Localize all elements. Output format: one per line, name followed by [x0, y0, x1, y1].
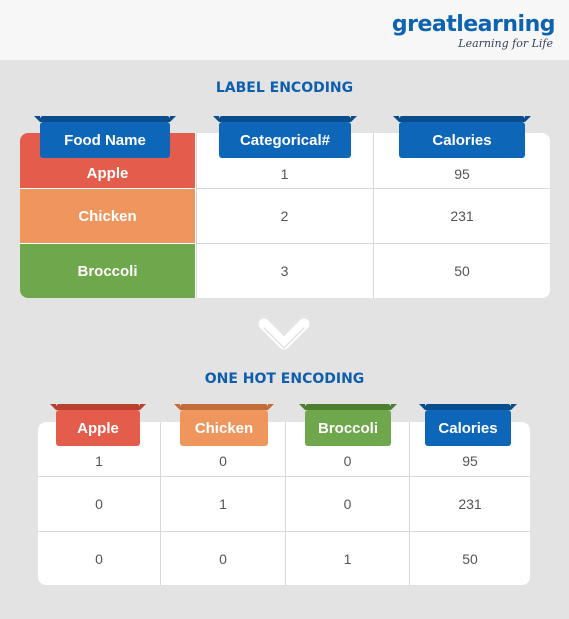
label-row-code: 3 [280, 263, 289, 279]
one-hot-cell: 1 [219, 496, 227, 512]
one-hot-cell: 0 [343, 453, 352, 469]
one-hot-encoding-title: ONE HOT ENCODING [204, 371, 365, 387]
one-hot-cell: 1 [343, 550, 352, 567]
one-hot-cell: 0 [95, 496, 103, 512]
label-row-food-chicken: Chicken [20, 189, 195, 243]
header-tab-broccoli [305, 410, 391, 446]
one-hot-cell: 0 [219, 550, 227, 567]
label-encoding-title: LABEL ENCODING [215, 80, 354, 96]
label-row-code: 2 [280, 208, 289, 224]
brand-tagline: Learning for Life [458, 37, 553, 50]
header-tab-label: Chicken [194, 419, 254, 437]
chevron-down-icon [256, 318, 312, 354]
one-hot-cell: 0 [343, 496, 352, 512]
label-row-calories: 50 [454, 263, 470, 279]
brand-name: greatlearning [391, 12, 555, 37]
header-tab-label: Apple [77, 419, 119, 437]
label-row-calories: 95 [454, 165, 470, 182]
one-hot-cell: 95 [462, 453, 478, 469]
header-tab-food-name [40, 122, 170, 158]
one-hot-encoding-table [38, 419, 530, 585]
header-tab-label: Calories [432, 131, 492, 149]
header-tab-label: Food Name [64, 131, 146, 149]
one-hot-cell: 50 [462, 550, 478, 567]
one-hot-cell: 1 [95, 453, 103, 469]
header-tab-calories [399, 122, 525, 158]
label-row-food-broccoli: Broccoli [20, 244, 195, 298]
header-tab-label: Calories [438, 419, 498, 437]
one-hot-cell: 231 [458, 496, 482, 512]
header-tab-calories [425, 410, 511, 446]
label-row-code: 1 [280, 165, 289, 182]
brand-logo[interactable] [392, 12, 555, 50]
label-row-food-apple: Apple [20, 133, 195, 188]
one-hot-cell: 0 [219, 453, 227, 469]
header-tab-label: Broccoli [317, 419, 378, 437]
header-tab-label: Categorical# [239, 131, 331, 149]
header-tab-apple [56, 410, 140, 446]
one-hot-cell: 0 [95, 550, 103, 567]
label-row-calories: 231 [450, 208, 474, 224]
header-tab-chicken [180, 410, 268, 446]
header-bar [0, 0, 569, 60]
header-tab-categorical [219, 122, 351, 158]
